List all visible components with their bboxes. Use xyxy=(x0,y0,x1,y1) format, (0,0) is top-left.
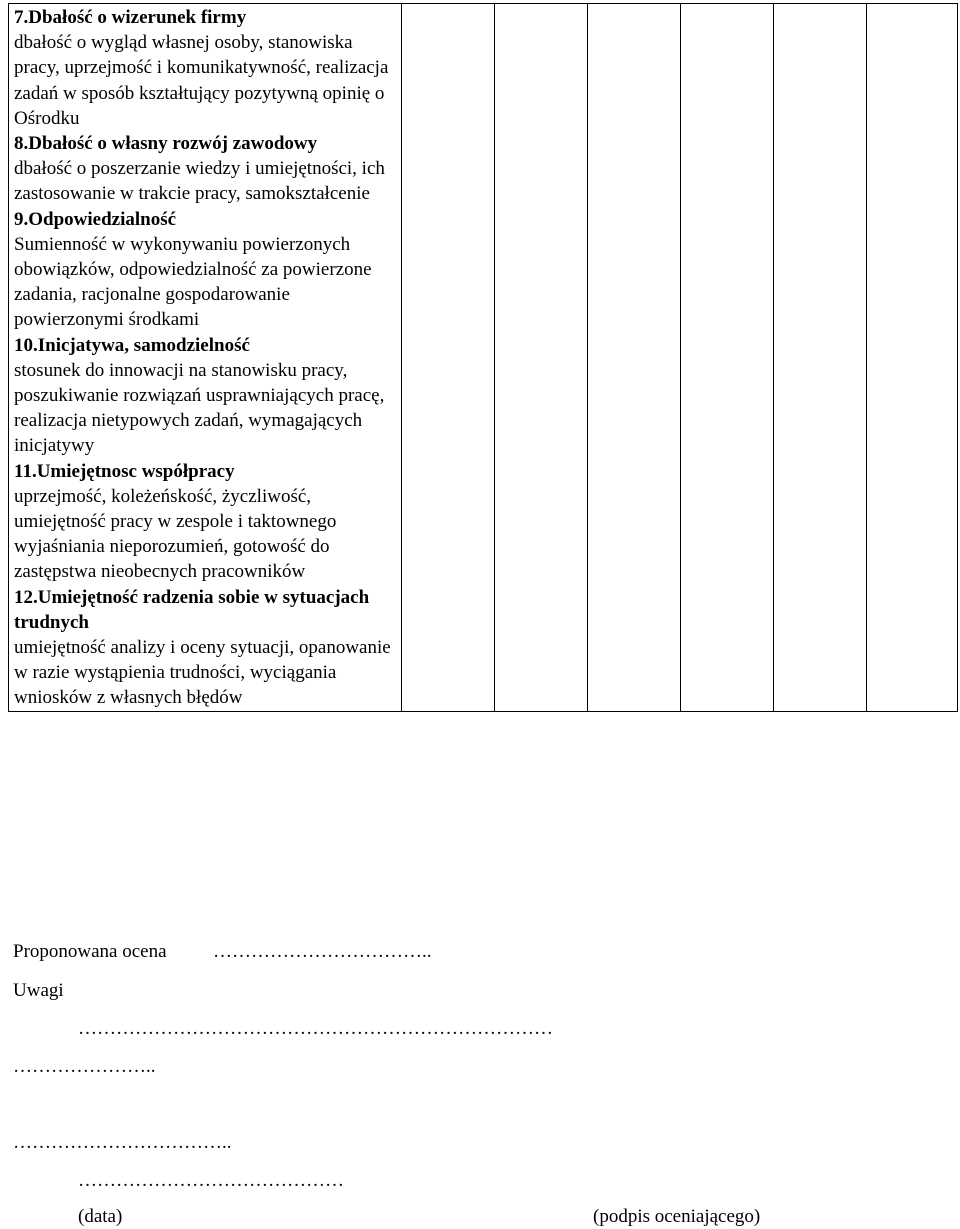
criterion-description: dbałość o wygląd własnej osoby, stanowiska pracy, uprzejmość i komunikatywność, realizacja zadań w sposób kształtujący pozytywną opinię o Ośrodku xyxy=(14,32,389,129)
criterion-title: 10.Inicjatywa, samodzielność xyxy=(14,334,250,356)
criteria-cell xyxy=(9,4,402,712)
table-row xyxy=(9,4,958,712)
criterion-description: umiejętność analizy i oceny sytuacji, opanowanie w razie wystąpienia trudności, wyciągania wniosków z własnych błędów xyxy=(14,637,391,709)
signature-caption: (podpis oceniającego) xyxy=(593,1206,761,1227)
criterion-title: 9.Odpowiedzialność xyxy=(14,208,177,230)
criterion-8 xyxy=(14,131,397,207)
criterion-title: 12.Umiejętność radzenia sobie w sytuacjach trudnych xyxy=(14,586,370,633)
score-cell[interactable] xyxy=(774,4,867,712)
date-field-line[interactable]: …………………………….. xyxy=(13,1132,232,1153)
proposed-grade-field[interactable]: …………………………….. xyxy=(213,941,432,962)
signature-field-line[interactable]: …………………………………… xyxy=(78,1170,344,1191)
score-cell[interactable] xyxy=(681,4,774,712)
score-cell[interactable] xyxy=(867,4,958,712)
criterion-9 xyxy=(14,207,397,333)
criterion-12 xyxy=(14,585,397,711)
remarks-field-line[interactable]: ………………….. xyxy=(13,1056,156,1077)
criterion-title: 7.Dbałość o wizerunek firmy xyxy=(14,7,247,28)
criterion-title: 8.Dbałość o własny rozwój zawodowy xyxy=(14,133,318,155)
criterion-7 xyxy=(14,5,397,131)
criterion-title: 11.Umiejętnosc współpracy xyxy=(14,460,235,482)
remarks-field-line[interactable]: ………………………………………………………………… xyxy=(78,1018,553,1039)
proposed-grade-label: Proponowana ocena xyxy=(13,941,167,962)
date-caption: (data) xyxy=(78,1206,123,1227)
score-cell[interactable] xyxy=(495,4,588,712)
evaluation-table xyxy=(8,3,958,712)
criterion-description: uprzejmość, koleżeńskość, życzliwość, umiejętność pracy w zespole i taktownego wyjaśniania nieporozumień, gotowość do zastępstwa nieobecnych pracowników xyxy=(14,485,337,583)
criterion-11 xyxy=(14,459,397,585)
criterion-description: stosunek do innowacji na stanowisku pracy, poszukiwanie rozwiązań usprawniających pracę, realizacja nietypowych zadań, wymagających inicjatywy xyxy=(14,359,385,457)
remarks-label: Uwagi xyxy=(13,980,64,1001)
criterion-10 xyxy=(14,333,397,459)
score-cell[interactable] xyxy=(402,4,495,712)
criterion-description: dbałość o poszerzanie wiedzy i umiejętności, ich zastosowanie w trakcie pracy, samokształcenie xyxy=(14,158,385,205)
score-cell[interactable] xyxy=(588,4,681,712)
criterion-description: Sumienność w wykonywaniu powierzonych obowiązków, odpowiedzialność za powierzone zadania, racjonalne gospodarowanie powierzonymi środkami xyxy=(14,233,372,331)
